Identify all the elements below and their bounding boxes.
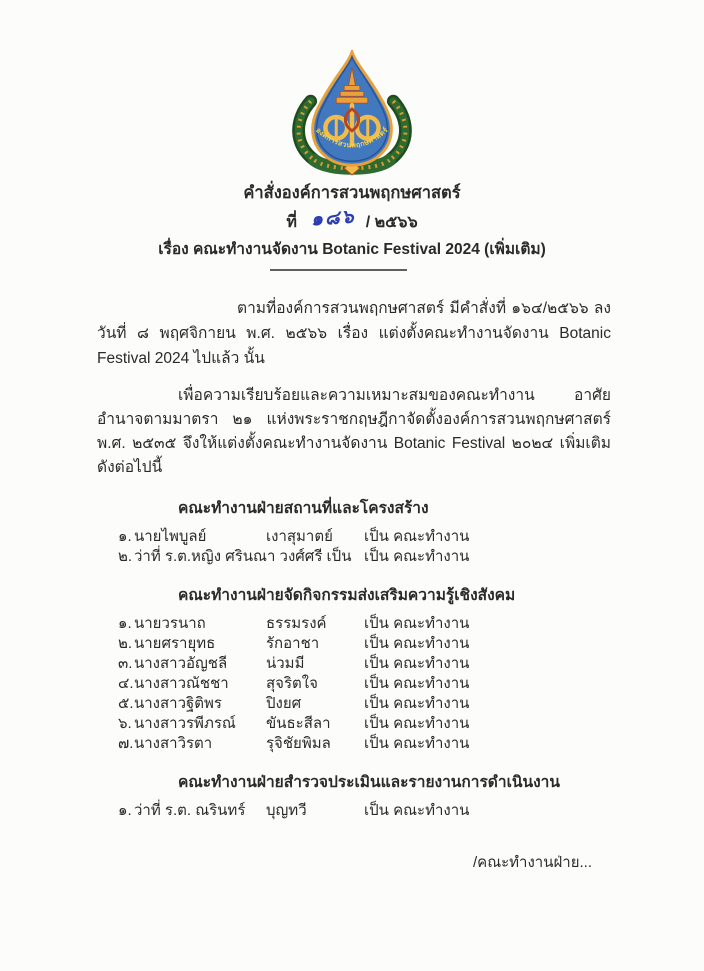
member-role: เป็น คณะทำงาน [364, 675, 470, 692]
committee-member-row [118, 614, 611, 634]
member-last-name: น่วมมี [266, 655, 305, 672]
logo-arc-text-label: องค์การสวนพฤกษศาสตร์ [314, 126, 390, 150]
member-last-name: ปิงยศ [266, 695, 302, 712]
member-role: เป็น คณะทำงาน [364, 655, 470, 672]
member-number: ๓. [118, 655, 133, 672]
member-first-name: นายวรนาถ [134, 615, 206, 632]
member-rows [118, 527, 611, 567]
member-role: เป็น คณะทำงาน [364, 802, 470, 819]
member-first-name: นางสาวณัชชา [134, 675, 229, 692]
member-number: ๒. [118, 548, 133, 565]
member-role: เป็น คณะทำงาน [364, 715, 470, 732]
section-heading: คณะทำงานฝ่ายสำรวจประเมินและรายงานการดำเนินงาน [178, 774, 560, 791]
committee-member-row [118, 654, 611, 674]
document-body [97, 296, 611, 821]
committee-member-row [118, 694, 611, 714]
section-heading: คณะทำงานฝ่ายสถานที่และโครงสร้าง [178, 500, 429, 517]
committee-member-row [118, 801, 611, 821]
subject-line: เรื่อง คณะทำงานจัดงาน Botanic Festival 2024 (เพิ่มเติม) [158, 241, 546, 259]
member-first-name: นางสาวอัญชลี [134, 655, 228, 672]
member-role: เป็น คณะทำงาน [364, 615, 470, 632]
title-divider [270, 269, 407, 271]
member-last-name: สุจริตใจ [266, 675, 318, 692]
committee-member-row [118, 734, 611, 754]
committee-member-row [118, 547, 611, 567]
member-role: เป็น คณะทำงาน [364, 548, 470, 565]
member-last-name: ขันธะสีลา [266, 715, 331, 732]
member-first-name: นางสาวิรตา [134, 735, 213, 752]
member-first-name: นางสาวรพีภรณ์ [134, 715, 236, 732]
member-number: ๑. [118, 615, 132, 632]
member-number: ๒. [118, 635, 133, 652]
member-last-name: รุจิชัยพิมล [266, 735, 331, 752]
member-number: ๖. [118, 715, 132, 732]
member-last-name: เงาสุมาตย์ [266, 528, 333, 545]
authority-paragraph: เพื่อความเรียบร้อยและความเหมาะสมของคณะทำงาน อาศัยอำนาจตามมาตรา ๒๑ แห่งพระราชกฤษฎีกาจัดตั้งองค์การสวนพฤกษศาสตร์ พ.ศ. ๒๕๓๕ จึงให้แต่งตั้งคณะทำงานจัดงาน Botanic Festival ๒๐๒๔ เพิ่มเติม ดังต่อไปนี้ [97, 387, 611, 476]
member-rows [118, 801, 611, 821]
member-last-name [266, 547, 364, 567]
member-number: ๗. [118, 735, 134, 752]
member-number: ๕. [118, 695, 134, 712]
member-number: ๑. [118, 528, 132, 545]
continuation-note: /คณะทำงานฝ่าย... [473, 854, 592, 871]
committee-section [97, 582, 611, 754]
title-block [0, 182, 704, 262]
document-title: คำสั่งองค์การสวนพฤกษศาสตร์ [243, 184, 461, 202]
member-first-name: ว่าที่ ร.ต. ณรินทร์ [134, 802, 246, 819]
member-first-name: นางสาวฐิติพร [134, 695, 222, 712]
preamble-paragraph: ตามที่องค์การสวนพฤกษศาสตร์ มีคำสั่งที่ ๑๖๔/๒๕๖๖ ลงวันที่ ๘ พฤศจิกายน พ.ศ. ๒๕๖๖ เรื่อง แต่งตั้งคณะทำงานจัดงาน Botanic Festival 2024 ไปแล้ว นั้น [97, 300, 611, 367]
member-first-name: นายไพบูลย์ [134, 528, 207, 545]
member-role: เป็น คณะทำงาน [364, 528, 470, 545]
committee-member-row [118, 714, 611, 734]
order-number-line [0, 208, 704, 236]
member-last-name: บุญทวี [266, 802, 307, 819]
section-heading: คณะทำงานฝ่ายจัดกิจกรรมส่งเสริมความรู้เชิงสังคม [178, 587, 516, 604]
committee-section [97, 769, 611, 821]
order-number-year: / ๒๕๖๖ [365, 213, 418, 231]
member-first-name: ว่าที่ ร.ต.หญิง ศรินณา วงศ์ศรี เป็น [134, 548, 352, 565]
member-first-name: นายศรายุทธ [134, 635, 216, 652]
member-rows [118, 614, 611, 754]
handwritten-order-number: ๑๘๖ [310, 206, 357, 231]
member-role: เป็น คณะทำงาน [364, 635, 470, 652]
member-number: ๔. [118, 675, 134, 692]
committee-member-row [118, 634, 611, 654]
member-number: ๑. [118, 802, 132, 819]
member-role: เป็น คณะทำงาน [364, 735, 470, 752]
member-last-name: ธรรมรงค์ [266, 615, 327, 632]
order-number-label: ที่ [286, 213, 297, 231]
committee-member-row [118, 527, 611, 547]
org-emblem-logo [283, 50, 421, 176]
member-last-name: รักอาชา [266, 635, 320, 652]
member-role: เป็น คณะทำงาน [364, 695, 470, 712]
committee-section [97, 495, 611, 567]
committee-sections [97, 495, 611, 821]
committee-member-row [118, 674, 611, 694]
